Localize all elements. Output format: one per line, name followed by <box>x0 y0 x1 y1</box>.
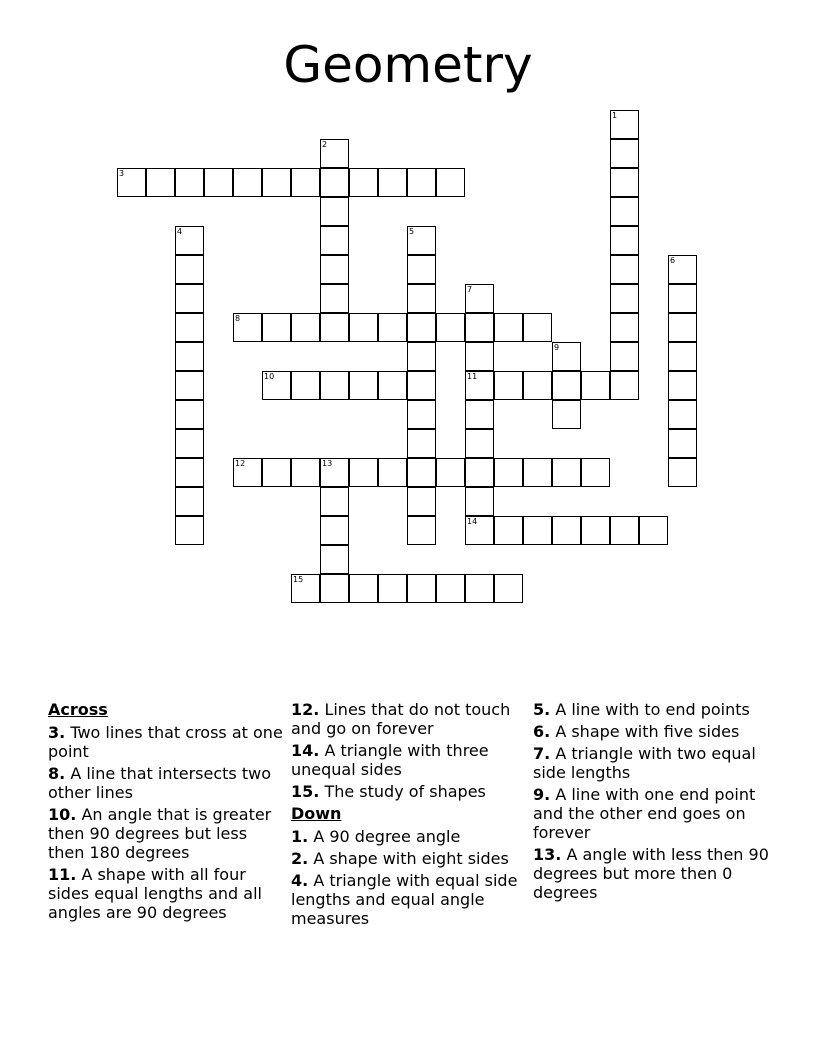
cell-number: 3 <box>119 169 125 178</box>
across-heading: Across <box>48 700 108 719</box>
clue-text: A shape with five sides <box>555 722 740 741</box>
cell-number: 13 <box>322 459 333 468</box>
crossword-cell[interactable] <box>378 313 407 342</box>
clue-text: A line with one end point and the other end goes on forever <box>533 785 756 842</box>
cell-number: 2 <box>322 140 328 149</box>
crossword-cell[interactable] <box>175 313 204 342</box>
clue-column-3 <box>533 700 771 905</box>
crossword-cell[interactable] <box>175 371 204 400</box>
crossword-cell[interactable] <box>639 516 668 545</box>
crossword-cell[interactable] <box>378 458 407 487</box>
crossword-cell[interactable] <box>610 255 639 284</box>
crossword-cell[interactable] <box>494 516 523 545</box>
clue-number: 14. <box>291 741 320 760</box>
crossword-cell[interactable] <box>465 342 494 371</box>
clue-number: 4. <box>291 871 309 890</box>
crossword-cell[interactable] <box>610 313 639 342</box>
crossword-cell[interactable] <box>175 487 204 516</box>
crossword-cell[interactable] <box>320 516 349 545</box>
cell-number: 8 <box>235 314 241 323</box>
crossword-cell[interactable] <box>407 168 436 197</box>
crossword-cell[interactable] <box>233 313 262 342</box>
crossword-cell[interactable] <box>407 255 436 284</box>
crossword-cell[interactable] <box>668 429 697 458</box>
crossword-cell[interactable] <box>610 139 639 168</box>
crossword-cell[interactable] <box>436 458 465 487</box>
crossword-cell[interactable] <box>407 400 436 429</box>
down-heading: Down <box>291 804 342 823</box>
crossword-cell[interactable] <box>262 168 291 197</box>
crossword-cell[interactable] <box>146 168 175 197</box>
crossword-cell[interactable] <box>291 574 320 603</box>
clue-text: A line that intersects two other lines <box>48 764 271 802</box>
crossword-cell[interactable] <box>610 371 639 400</box>
cell-number: 12 <box>235 459 246 468</box>
clue-down-2 <box>291 849 529 868</box>
crossword-cell[interactable] <box>436 574 465 603</box>
cell-number: 7 <box>467 285 473 294</box>
crossword-cell[interactable] <box>523 458 552 487</box>
crossword-cell[interactable] <box>465 516 494 545</box>
crossword-cell[interactable] <box>378 574 407 603</box>
crossword-cell[interactable] <box>494 458 523 487</box>
clue-across-12 <box>291 700 529 738</box>
crossword-cell[interactable] <box>320 139 349 168</box>
crossword-cell[interactable] <box>175 516 204 545</box>
crossword-cell[interactable] <box>349 458 378 487</box>
cell-number: 14 <box>467 517 478 526</box>
crossword-cell[interactable] <box>320 545 349 574</box>
crossword-cell[interactable] <box>465 400 494 429</box>
clue-text: A shape with all four sides equal lengths and all angles are 90 degrees <box>48 865 262 922</box>
crossword-cell[interactable] <box>581 371 610 400</box>
crossword-cell[interactable] <box>378 168 407 197</box>
clue-number: 12. <box>291 700 320 719</box>
crossword-cell[interactable] <box>494 574 523 603</box>
crossword-cell[interactable] <box>320 574 349 603</box>
crossword-cell[interactable] <box>465 429 494 458</box>
clue-text: Two lines that cross at one point <box>48 723 283 761</box>
crossword-cell[interactable] <box>552 342 581 371</box>
crossword-cell[interactable] <box>233 168 262 197</box>
clue-across-11 <box>48 865 286 922</box>
crossword-cell[interactable] <box>175 284 204 313</box>
crossword-cell[interactable] <box>378 371 407 400</box>
crossword-cell[interactable] <box>320 255 349 284</box>
crossword-cell[interactable] <box>320 197 349 226</box>
crossword-cell[interactable] <box>465 313 494 342</box>
clue-number: 7. <box>533 744 551 763</box>
crossword-cell[interactable] <box>407 226 436 255</box>
crossword-cell[interactable] <box>320 458 349 487</box>
clue-down-1 <box>291 827 529 846</box>
clue-down-9 <box>533 785 771 842</box>
clue-text: A triangle with equal side lengths and equal angle measures <box>291 871 518 928</box>
crossword-cell[interactable] <box>552 458 581 487</box>
page-title: Geometry <box>283 36 533 94</box>
crossword-cell[interactable] <box>523 371 552 400</box>
crossword-cell[interactable] <box>436 168 465 197</box>
crossword-cell[interactable] <box>407 487 436 516</box>
clue-down-6 <box>533 722 771 741</box>
clue-text: A shape with eight sides <box>313 849 509 868</box>
crossword-cell[interactable] <box>668 255 697 284</box>
clue-number: 11. <box>48 865 77 884</box>
clue-down-13 <box>533 845 771 902</box>
crossword-cell[interactable] <box>407 371 436 400</box>
crossword-cell[interactable] <box>552 400 581 429</box>
crossword-cell[interactable] <box>320 226 349 255</box>
crossword-cell[interactable] <box>465 284 494 313</box>
crossword-cell[interactable] <box>233 458 262 487</box>
crossword-cell[interactable] <box>262 371 291 400</box>
clue-number: 3. <box>48 723 66 742</box>
clue-text: A line with to end points <box>555 700 750 719</box>
crossword-cell[interactable] <box>407 574 436 603</box>
clue-text: An angle that is greater then 90 degrees but less then 180 degrees <box>48 805 272 862</box>
crossword-cell[interactable] <box>175 226 204 255</box>
crossword-cell[interactable] <box>204 168 233 197</box>
crossword-cell[interactable] <box>320 168 349 197</box>
crossword-cell[interactable] <box>291 168 320 197</box>
clue-number: 8. <box>48 764 66 783</box>
crossword-cell[interactable] <box>407 458 436 487</box>
crossword-cell[interactable] <box>581 516 610 545</box>
crossword-cell[interactable] <box>465 371 494 400</box>
crossword-cell[interactable] <box>465 574 494 603</box>
crossword-cell[interactable] <box>262 313 291 342</box>
clue-down-5 <box>533 700 771 719</box>
cell-number: 5 <box>409 227 415 236</box>
crossword-cell[interactable] <box>175 342 204 371</box>
crossword-cell[interactable] <box>175 400 204 429</box>
cell-number: 11 <box>467 372 478 381</box>
clue-text: A 90 degree angle <box>313 827 461 846</box>
crossword-cell[interactable] <box>349 371 378 400</box>
clue-number: 9. <box>533 785 551 804</box>
crossword-cell[interactable] <box>320 371 349 400</box>
crossword-cell[interactable] <box>407 516 436 545</box>
crossword-cell[interactable] <box>523 313 552 342</box>
cell-number: 1 <box>612 111 618 120</box>
crossword-cell[interactable] <box>320 313 349 342</box>
crossword-cell[interactable] <box>262 458 291 487</box>
crossword-cell[interactable] <box>349 313 378 342</box>
cell-number: 15 <box>293 575 304 584</box>
clue-number: 13. <box>533 845 562 864</box>
crossword-cell[interactable] <box>407 342 436 371</box>
crossword-cell[interactable] <box>668 400 697 429</box>
crossword-cell[interactable] <box>320 284 349 313</box>
crossword-cell[interactable] <box>523 516 552 545</box>
crossword-cell[interactable] <box>610 168 639 197</box>
clue-number: 10. <box>48 805 77 824</box>
cell-number: 6 <box>670 256 676 265</box>
crossword-cell[interactable] <box>175 168 204 197</box>
clue-across-3 <box>48 723 286 761</box>
crossword-cell[interactable] <box>610 226 639 255</box>
crossword-cell[interactable] <box>465 458 494 487</box>
clue-text: A triangle with two equal side lengths <box>533 744 756 782</box>
crossword-cell[interactable] <box>175 458 204 487</box>
clue-across-8 <box>48 764 286 802</box>
crossword-cell[interactable] <box>291 371 320 400</box>
crossword-cell[interactable] <box>552 371 581 400</box>
clue-number: 2. <box>291 849 309 868</box>
clue-number: 6. <box>533 722 551 741</box>
clue-number: 1. <box>291 827 309 846</box>
cell-number: 10 <box>264 372 275 381</box>
clue-text: The study of shapes <box>324 782 486 801</box>
crossword-cell[interactable] <box>610 110 639 139</box>
crossword-cell[interactable] <box>668 313 697 342</box>
crossword-cell[interactable] <box>291 313 320 342</box>
crossword-cell[interactable] <box>349 574 378 603</box>
clue-across-15 <box>291 782 529 801</box>
crossword-cell[interactable] <box>610 197 639 226</box>
cell-number: 9 <box>554 343 560 352</box>
clue-number: 5. <box>533 700 551 719</box>
crossword-cell[interactable] <box>581 458 610 487</box>
crossword-cell[interactable] <box>117 168 146 197</box>
crossword-cell[interactable] <box>407 284 436 313</box>
crossword-cell[interactable] <box>291 458 320 487</box>
crossword-cell[interactable] <box>668 342 697 371</box>
clue-across-10 <box>48 805 286 862</box>
crossword-cell[interactable] <box>668 371 697 400</box>
clue-text: A angle with less then 90 degrees but more then 0 degrees <box>533 845 769 902</box>
crossword-cell[interactable] <box>610 342 639 371</box>
crossword-cell[interactable] <box>494 371 523 400</box>
crossword-cell[interactable] <box>610 516 639 545</box>
crossword-cell[interactable] <box>407 429 436 458</box>
crossword-cell[interactable] <box>175 255 204 284</box>
crossword-cell[interactable] <box>436 313 465 342</box>
clue-column-2 <box>291 700 529 931</box>
clue-number: 15. <box>291 782 320 801</box>
cell-number: 4 <box>177 227 183 236</box>
clue-down-4 <box>291 871 529 928</box>
clue-text: Lines that do not touch and go on forever <box>291 700 511 738</box>
crossword-cell[interactable] <box>494 313 523 342</box>
crossword-cell[interactable] <box>552 516 581 545</box>
clue-across-14 <box>291 741 529 779</box>
crossword-cell[interactable] <box>610 284 639 313</box>
clue-down-7 <box>533 744 771 782</box>
crossword-cell[interactable] <box>407 313 436 342</box>
crossword-cell[interactable] <box>668 458 697 487</box>
crossword-cell[interactable] <box>175 429 204 458</box>
crossword-cell[interactable] <box>320 487 349 516</box>
crossword-cell[interactable] <box>668 284 697 313</box>
clue-column-1 <box>48 700 286 925</box>
clue-text: A triangle with three unequal sides <box>291 741 489 779</box>
crossword-cell[interactable] <box>349 168 378 197</box>
crossword-cell[interactable] <box>465 487 494 516</box>
